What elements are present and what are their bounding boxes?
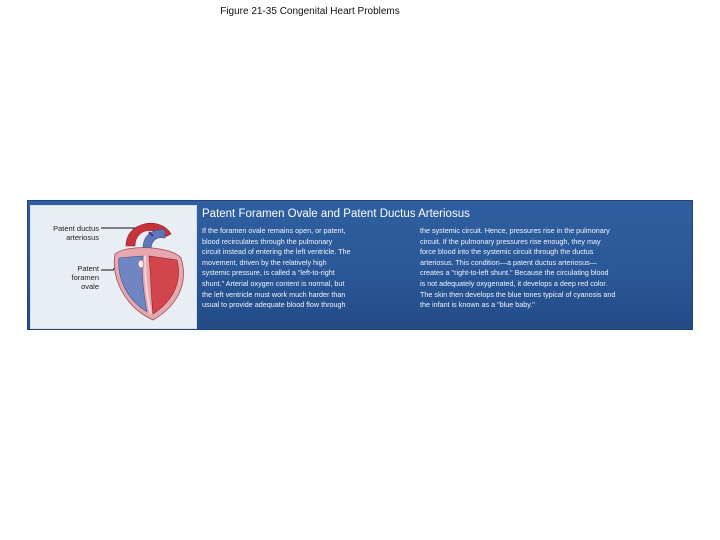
info-panel: [27, 200, 693, 330]
body-text-column-2: the systemic circuit. Hence, pressures rise in the pulmonary circuit. If the pulmonary pressures rise enough, they may force blood into the systemic circuit through the ductus arteriosus. This condition—a patent ductus arteriosus— creates a "right-to-left shunt." Because the circulating blood is not adequately oxygenated, it develops a deep red color. The skin then develops the blue tones typical of cyanosis and the infant is known as a "blue baby.": [420, 226, 616, 310]
panel-title: Patent Foramen Ovale and Patent Ductus Arteriosus: [202, 208, 470, 220]
figure-title: Figure 21-35 Congenital Heart Problems: [220, 6, 400, 17]
heart-diagram: [31, 206, 196, 328]
label-patent-foramen-ovale: Patent foramen ovale: [71, 264, 99, 291]
heart-illustration: [30, 205, 197, 329]
label-patent-ductus-arteriosus: Patent ductus arteriosus: [53, 224, 99, 242]
body-text-column-1: If the foramen ovale remains open, or patent, blood recirculates through the pulmonary circuit instead of entering the left ventricle. The movement, driven by the relatively high systemic pressure, is called a "left-to-right shunt." Arterial oxygen content is normal, but the left ventricle must work much harder than usual to provide adequate blood flow through: [202, 226, 351, 310]
